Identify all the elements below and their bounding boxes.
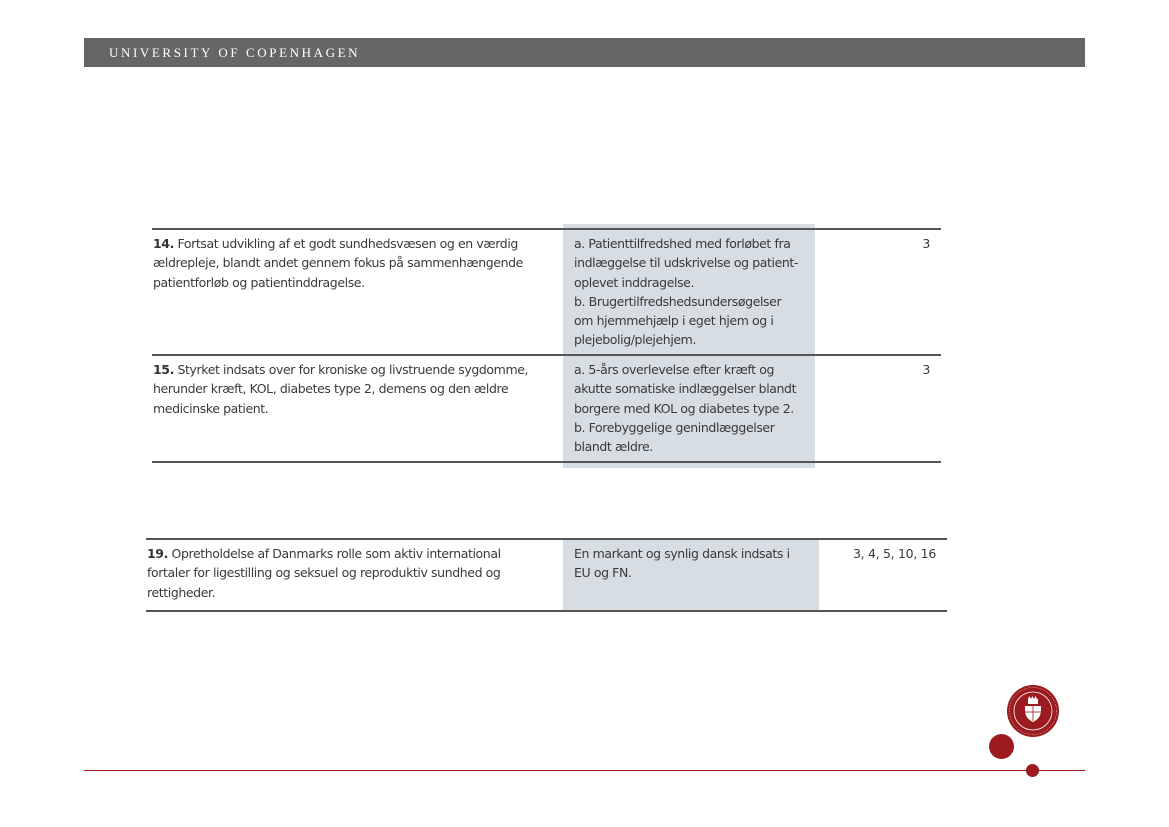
sdg-cell-14: 3 <box>922 236 930 251</box>
header-title: UNIVERSITY OF COPENHAGEN <box>109 45 361 60</box>
table-rule-top <box>146 538 947 540</box>
decorative-dot-large <box>989 734 1014 759</box>
header-bar <box>84 38 1085 67</box>
goal-line: fortaler for ligestilling og seksuel og reproduktiv sundhed og <box>147 565 501 581</box>
indicator-line: b. Forebyggelige genindlæggelser <box>574 419 775 435</box>
indicator-line: a. Patienttilfredshed med forløbet fra <box>574 236 791 251</box>
goal-cell-15 <box>153 360 558 418</box>
goal-line: herunder kræft, KOL, diabetes type 2, demens og den ældre <box>153 381 509 397</box>
table-rule-bottom <box>152 461 941 463</box>
table-rule-bottom <box>146 610 947 612</box>
footer-line <box>84 770 1085 771</box>
university-seal-icon <box>1006 684 1060 738</box>
goal-line: patientforløb og patientinddragelse. <box>153 274 365 290</box>
decorative-dot-small <box>1026 764 1039 777</box>
indicator-line: EU og FN. <box>574 565 632 581</box>
goal-cell-14 <box>153 234 558 292</box>
sdg-cell-19: 3, 4, 5, 10, 16 <box>853 546 936 561</box>
indicator-line: blandt ældre. <box>574 439 653 455</box>
indicator-line: borgere med KOL og diabetes type 2. <box>574 400 794 416</box>
indicator-cell-19 <box>574 544 814 583</box>
goal-number: 15. <box>153 362 174 377</box>
indicator-line: om hjemmehjælp i eget hjem og i <box>574 313 774 329</box>
goal-line: 14. Fortsat udvikling af et godt sundhedsvæsen og en værdig <box>153 236 518 251</box>
sdg-cell-15: 3 <box>922 362 930 377</box>
goal-number: 19. <box>147 546 168 561</box>
goal-line: medicinske patient. <box>153 400 269 416</box>
indicator-line: En markant og synlig dansk indsats i <box>574 546 790 561</box>
indicator-cell-15 <box>574 360 814 456</box>
table-rule-top <box>152 228 941 230</box>
goal-line: 19. Opretholdelse af Danmarks rolle som aktiv international <box>147 546 501 561</box>
table-rule-row-separator <box>152 354 941 356</box>
goal-line: rettigheder. <box>147 584 216 600</box>
goal-line: 15. Styrket indsats over for kroniske og livstruende sygdomme, <box>153 362 529 377</box>
indicator-line: oplevet inddragelse. <box>574 274 695 290</box>
goal-number: 14. <box>153 236 174 251</box>
indicator-cell-14 <box>574 234 814 350</box>
indicator-line: b. Brugertilfredshedsundersøgelser <box>574 293 782 309</box>
goal-line: ældrepleje, blandt andet gennem fokus på sammenhængende <box>153 255 523 271</box>
goal-cell-19 <box>147 544 557 602</box>
indicator-line: plejebolig/plejehjem. <box>574 332 697 348</box>
indicator-line: akutte somatiske indlæggelser blandt <box>574 381 797 397</box>
indicator-line: a. 5-års overlevelse efter kræft og <box>574 362 774 377</box>
indicator-line: indlæggelse til udskrivelse og patient- <box>574 255 799 271</box>
